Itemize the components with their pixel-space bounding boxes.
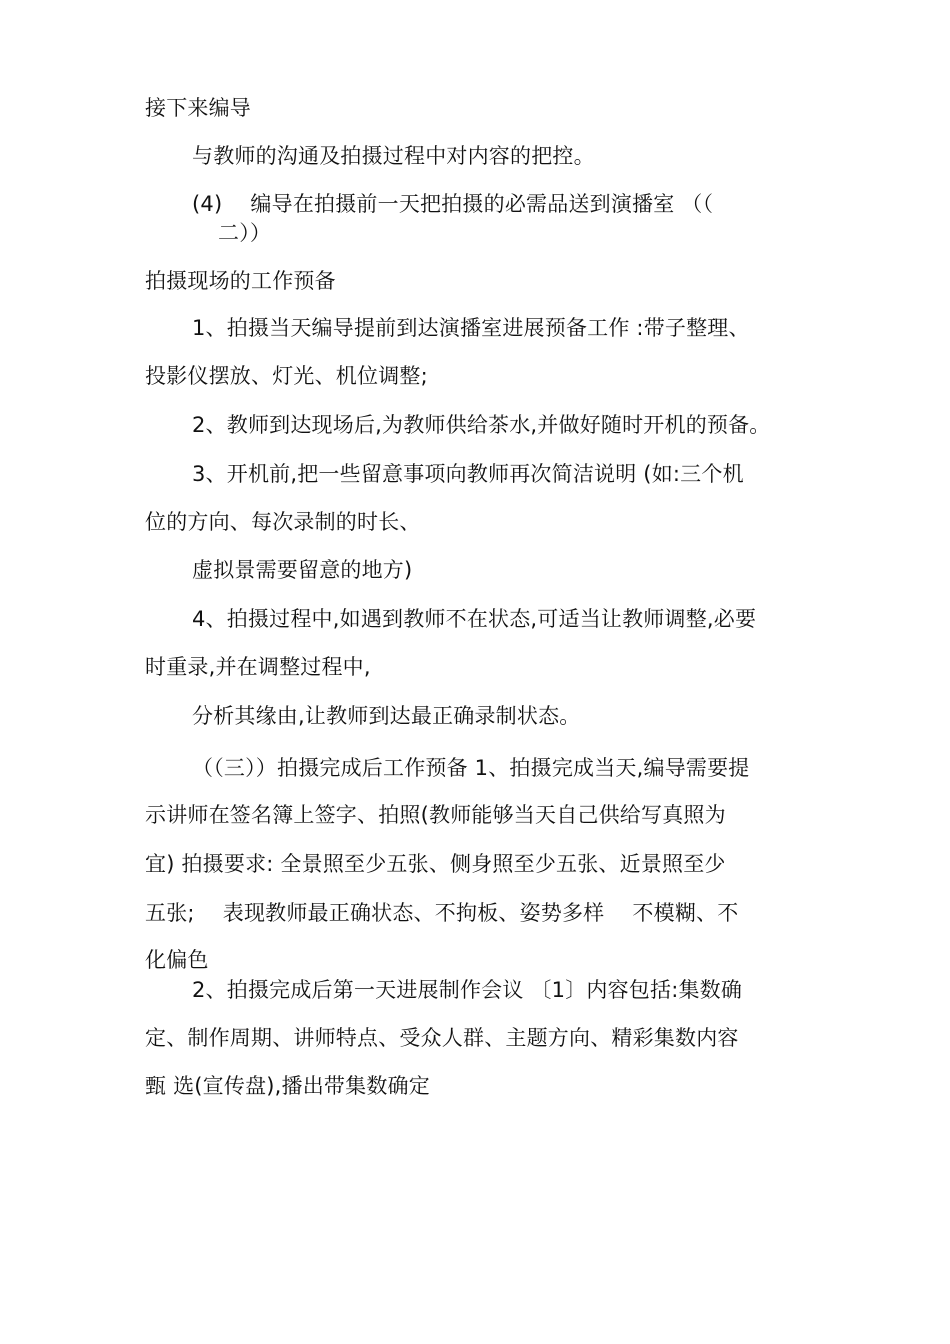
- text-line: 投影仪摆放、灯光、机位调整;: [145, 364, 428, 388]
- section-heading: 拍摄现场的工作预备: [145, 269, 336, 293]
- text-line: 与教师的沟通及拍摄过程中对内容的把控。: [192, 144, 595, 168]
- text-line: 定、制作周期、讲师特点、受众人群、主题方向、精彩集数内容: [145, 1026, 739, 1050]
- text-line: 甄 选(宣传盘),播出带集数确定: [145, 1074, 430, 1098]
- text-line: 虚拟景需要留意的地方): [192, 558, 413, 582]
- text-line: (4) 编导在拍摄前一天把拍摄的必需品送到演播室 （（: [192, 192, 714, 216]
- text-line: 五张; 表现教师最正确状态、不拘板、姿势多样 不模糊、不: [145, 901, 739, 925]
- text-line: （（三））拍摄完成后工作预备 1、拍摄完成当天,编导需要提: [192, 756, 750, 780]
- text-line: 4、拍摄过程中,如遇到教师不在状态,可适当让教师调整,必要: [192, 607, 757, 631]
- text-line: 分析其缘由,让教师到达最正确录制状态。: [192, 704, 581, 728]
- text-line: 2、教师到达现场后,为教师供给茶水,并做好随时开机的预备。: [192, 413, 771, 437]
- text-line: 2、拍摄完成后第一天进展制作会议 〔1〕内容包括:集数确: [192, 978, 743, 1002]
- text-line: 示讲师在签名簿上签字、拍照(教师能够当天自己供给写真照为: [145, 803, 726, 827]
- text-line: 时重录,并在调整过程中,: [145, 655, 371, 679]
- text-line: 二））: [218, 221, 272, 245]
- text-line: 3、开机前,把一些留意事项向教师再次简洁说明 (如:三个机: [192, 462, 744, 486]
- text-line: 位的方向、每次录制的时长、: [145, 510, 421, 534]
- text-line: 化偏色: [145, 948, 209, 972]
- text-line: 1、拍摄当天编导提前到达演播室进展预备工作 :带子整理、: [192, 316, 750, 340]
- text-line: 宜) 拍摄要求: 全景照至少五张、侧身照至少五张、近景照至少: [145, 852, 726, 876]
- text-line: 接下来编导: [145, 96, 251, 120]
